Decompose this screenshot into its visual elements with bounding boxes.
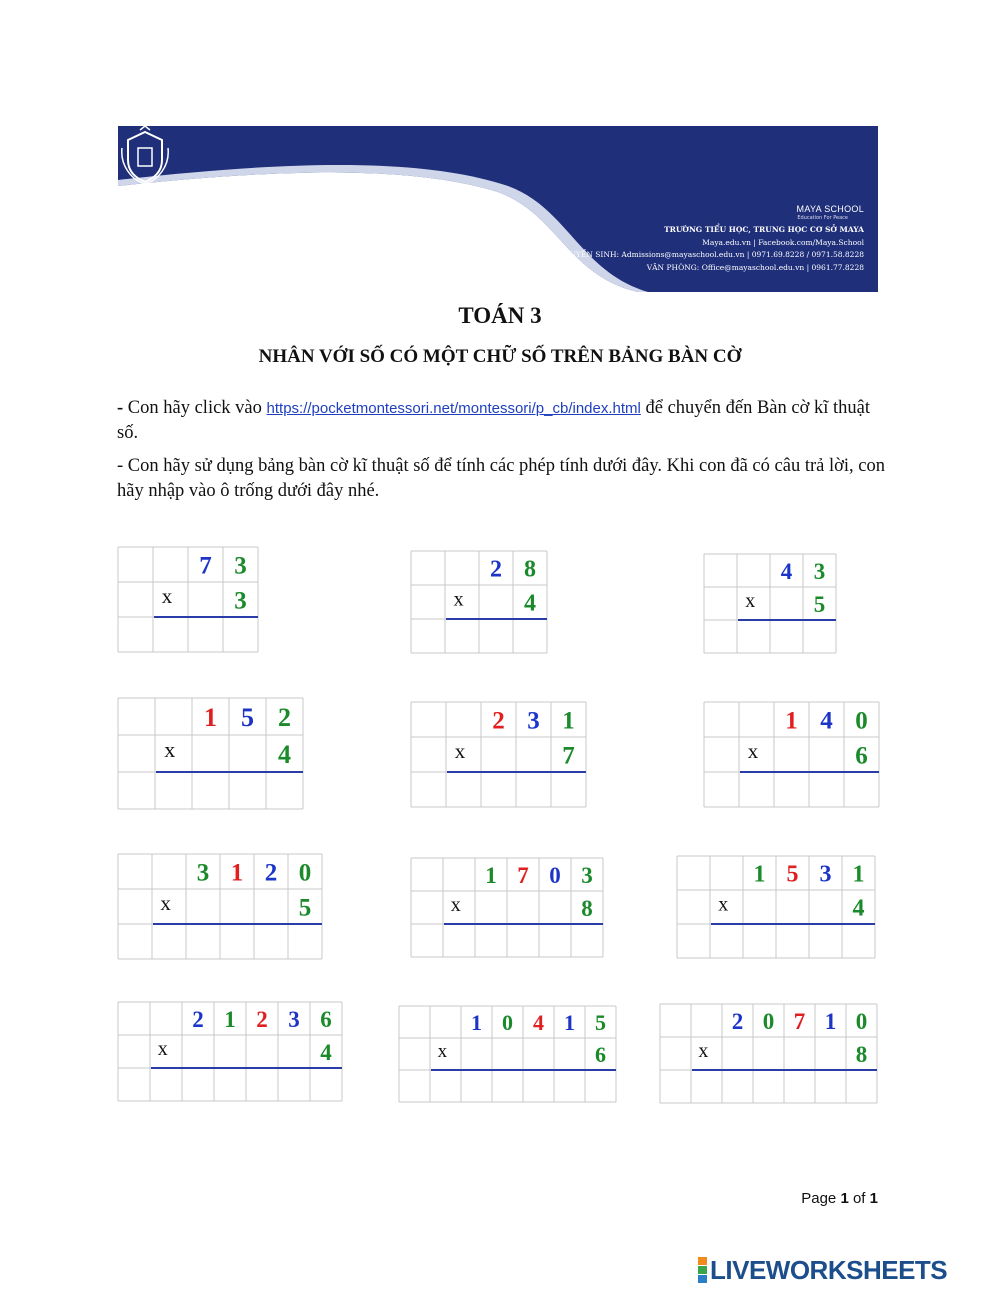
multiplicand-digit: 5 (241, 702, 254, 732)
problem-3 (704, 554, 836, 653)
multiplicand-digit: 2 (264, 859, 278, 887)
liveworksheets-logo (698, 1256, 947, 1284)
multiplicand-digit: 4 (780, 558, 793, 584)
multiplicand-digit: 2 (731, 1008, 744, 1034)
digital-board-link[interactable]: https://pocketmontessori.net/montessori/p_cb/index.html (266, 400, 641, 417)
multiplicand-digit: 3 (288, 1006, 300, 1032)
page-footer (801, 1190, 878, 1207)
logo-blocks-icon (698, 1257, 707, 1284)
multiplier-digit: 6 (855, 742, 868, 770)
problem-8 (411, 858, 603, 957)
problem-board (118, 854, 322, 959)
multiplicand-digit: 3 (196, 859, 210, 887)
problem-board (411, 702, 586, 807)
problem-2 (411, 551, 547, 653)
info-line: VĂN PHÒNG: Office@mayaschool.edu.vn | 0961.77.8228 (646, 262, 864, 272)
multiplier-digit: 5 (813, 591, 826, 617)
times-sign: x (747, 739, 759, 763)
multiplicand-digit: 1 (230, 859, 244, 887)
times-sign: x (160, 891, 171, 915)
multiplier-digit: 4 (278, 739, 291, 769)
multiplier-digit: 7 (562, 742, 575, 770)
problem-9 (677, 856, 875, 958)
problem-board (118, 698, 303, 809)
multiplier-digit: 4 (320, 1039, 332, 1065)
multiplicand-digit: 3 (813, 558, 826, 584)
page-number: 1 (840, 1190, 849, 1207)
problem-board (118, 547, 258, 652)
instruction-1-start: - Con hãy click vào (117, 398, 267, 418)
times-sign: x (164, 737, 176, 763)
info-line: Maya.edu.vn | Facebook.com/Maya.School (702, 237, 864, 247)
multiplier-digit: 8 (855, 1041, 868, 1067)
times-sign: x (698, 1039, 709, 1062)
multiplicand-digit: 1 (485, 862, 497, 888)
school-info (565, 224, 864, 274)
multiplicand-digit: 2 (192, 1006, 204, 1032)
multiplicand-digit: 3 (234, 552, 247, 580)
instruction-1-text (117, 396, 887, 446)
times-sign: x (450, 893, 461, 916)
multiplicand-digit: 1 (204, 702, 217, 732)
school-name: MAYA SCHOOL (796, 204, 864, 214)
multiplier-digit: 4 (524, 590, 536, 617)
multiplicand-digit: 4 (820, 707, 833, 735)
multiplicand-digit: 1 (753, 861, 766, 888)
watermark-text: LIVEWORKSHEETS (710, 1254, 948, 1285)
problem-5 (411, 702, 586, 807)
problem-board (677, 856, 875, 958)
times-sign: x (161, 584, 173, 608)
problem-1 (118, 547, 258, 652)
problem-board (704, 702, 879, 807)
problem-12 (660, 1004, 877, 1103)
multiplicand-digit: 2 (492, 707, 505, 735)
instruction-2: - Con hãy sử dụng bảng bàn cờ kĩ thuật số để tính các phép tính dưới đây. Khi con đã có câu trả lời, con hãy nhập vào ô trống dưới đây nhé. (117, 456, 885, 501)
problem-board (704, 554, 836, 653)
multiplicand-digit: 5 (786, 861, 799, 888)
multiplicand-digit: 2 (256, 1006, 268, 1032)
header-banner (118, 126, 878, 292)
multiplicand-digit: 0 (549, 862, 561, 888)
multiplicand-digit: 4 (533, 1010, 544, 1035)
multiplicand-digit: 5 (595, 1010, 606, 1035)
times-sign: x (453, 588, 464, 611)
problem-board (118, 1002, 342, 1101)
multiplicand-digit: 6 (320, 1006, 332, 1032)
problem-11 (399, 1006, 616, 1102)
times-sign: x (745, 589, 756, 612)
problem-board (411, 858, 603, 957)
school-crest-icon (118, 126, 172, 186)
multiplier-digit: 4 (852, 895, 865, 922)
multiplier-digit: 8 (581, 895, 593, 921)
multiplicand-digit: 1 (852, 861, 865, 888)
multiplicand-digit: 0 (502, 1010, 513, 1035)
page-subtitle: NHÂN VỚI SỐ CÓ MỘT CHỮ SỐ TRÊN BẢNG BÀN CỜ (258, 346, 742, 367)
multiplicand-digit: 1 (224, 1006, 236, 1032)
multiplicand-digit: 7 (793, 1008, 806, 1034)
times-sign: x (454, 739, 466, 763)
problem-board (399, 1006, 616, 1102)
multiplicand-digit: 1 (785, 707, 798, 735)
multiplicand-digit: 3 (581, 862, 593, 888)
multiplicand-digit: 0 (855, 707, 868, 735)
multiplicand-digit: 7 (517, 862, 529, 888)
problem-board (660, 1004, 877, 1103)
multiplicand-digit: 7 (199, 552, 212, 580)
multiplicand-digit: 0 (298, 859, 312, 887)
times-sign: x (718, 893, 729, 916)
times-sign: x (157, 1037, 168, 1060)
multiplicand-digit: 1 (471, 1010, 482, 1035)
multiplier-digit: 6 (595, 1042, 606, 1067)
multiplicand-digit: 0 (762, 1008, 775, 1034)
multiplier-digit: 5 (298, 894, 312, 922)
problem-board (411, 551, 547, 653)
multiplicand-digit: 0 (855, 1008, 868, 1034)
of-label: of (852, 1190, 866, 1207)
multiplicand-digit: 3 (819, 861, 832, 888)
instruction-1-end: để chuyển đến Bàn cờ kĩ thuật số. (117, 398, 871, 443)
problem-10 (118, 1002, 342, 1101)
multiplicand-digit: 1 (564, 1010, 575, 1035)
multiplicand-digit: 3 (527, 707, 540, 735)
school-motto: Education For Peace (797, 215, 848, 221)
multiplicand-digit: 1 (824, 1008, 837, 1034)
page-label: Page (801, 1190, 837, 1207)
problem-7 (118, 854, 322, 959)
multiplicand-digit: 1 (562, 707, 575, 735)
page-title: TOÁN 3 (458, 303, 542, 328)
multiplicand-digit: 2 (278, 702, 291, 732)
multiplicand-digit: 8 (524, 556, 536, 583)
info-line: TRƯỜNG TIỂU HỌC, TRUNG HỌC CƠ SỞ MAYA (664, 225, 864, 234)
times-sign: x (437, 1041, 448, 1063)
problem-4 (118, 698, 303, 809)
problem-6 (704, 702, 879, 807)
page-total: 1 (869, 1190, 878, 1207)
multiplier-digit: 3 (234, 587, 247, 615)
multiplicand-digit: 2 (490, 556, 502, 583)
info-line: TUYỂN SINH: Admissions@mayaschool.edu.vn | 0971.69.8228 / 0971.58.8228 (564, 250, 864, 259)
